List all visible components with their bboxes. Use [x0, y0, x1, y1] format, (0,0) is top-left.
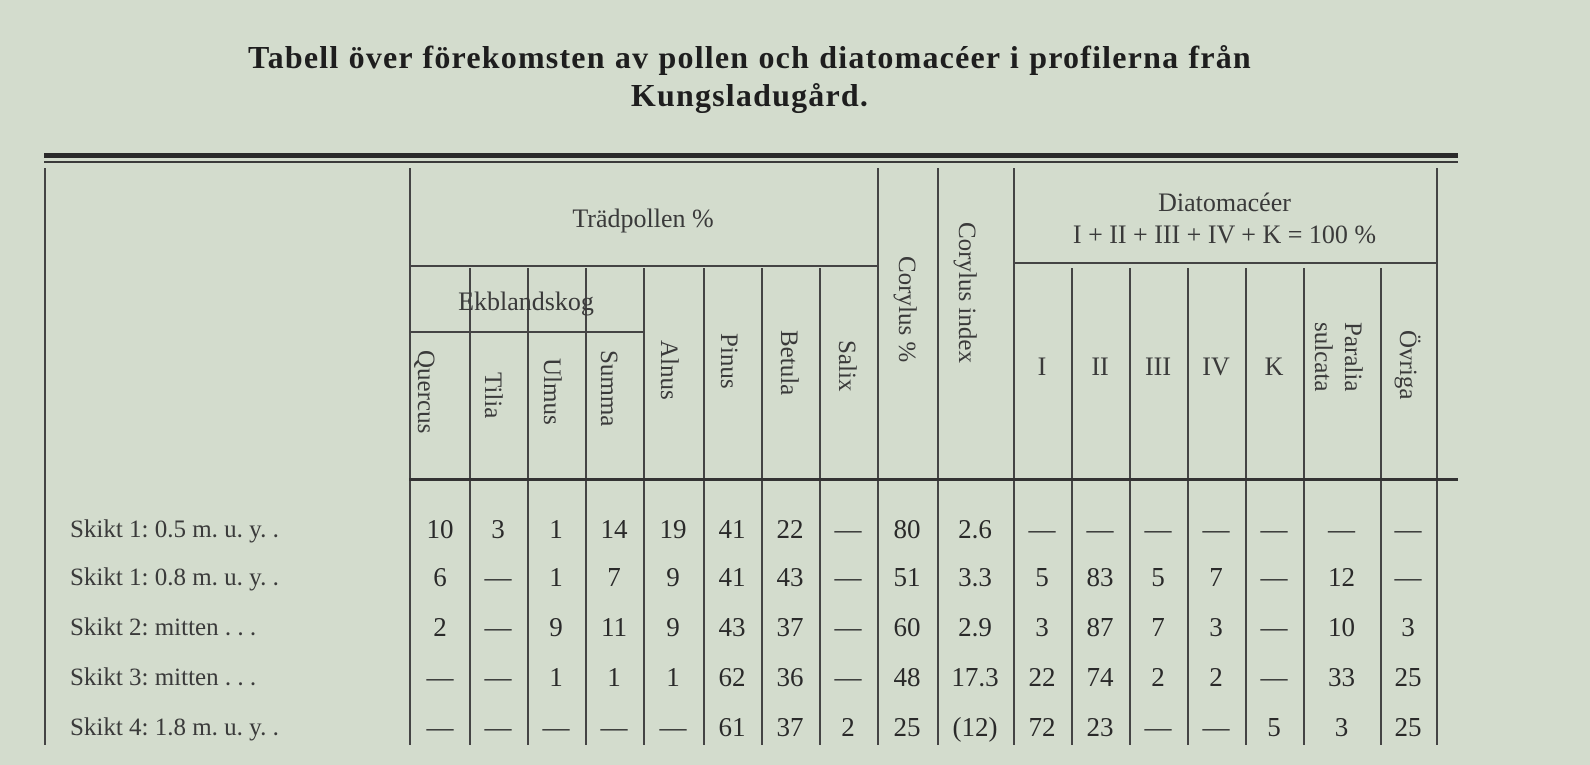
table-cell: 9: [549, 612, 563, 642]
table-cell: 19: [659, 514, 687, 544]
header-corylus-index: Corylus index: [953, 222, 980, 363]
table-cell: 22: [1028, 662, 1056, 692]
table-cell: 23: [1086, 712, 1114, 742]
table-cell: 62: [718, 662, 746, 692]
header-alnus: Alnus: [655, 340, 682, 400]
table-cell: —: [484, 612, 512, 642]
table-cell: 87: [1086, 612, 1114, 642]
table-cell: 7: [1151, 612, 1165, 642]
header-quercus: Quercus: [412, 350, 439, 434]
header-ovriga: Övriga: [1394, 330, 1421, 400]
table-cell: —: [1260, 612, 1288, 642]
table-cell: 74: [1086, 662, 1114, 692]
row-label: Skikt 1: 0.8 m. u. y. .: [70, 564, 279, 591]
table-cell: —: [484, 712, 512, 742]
table-cell: 43: [718, 612, 746, 642]
table-cell: 33: [1328, 662, 1355, 692]
table-cell: 25: [893, 712, 921, 742]
header-corylus-pct: Corylus %: [893, 256, 920, 363]
header-summa: Summa: [595, 350, 622, 427]
table-cell: 5: [1151, 562, 1165, 592]
table-cell: —: [1328, 514, 1355, 544]
table-cell: 5: [1267, 712, 1281, 742]
table-cell: —: [1144, 514, 1172, 544]
table-cell: —: [834, 612, 862, 642]
top-rule-thick: [44, 153, 1458, 158]
table-cell: 41: [718, 514, 746, 544]
table-cell: 41: [718, 562, 746, 592]
table-cell: 48: [893, 662, 921, 692]
table-cell: 51: [893, 562, 921, 592]
table-cell: 25: [1394, 712, 1422, 742]
table-cell: —: [1202, 712, 1230, 742]
table-cell: 2.9: [958, 612, 992, 642]
header-salix: Salix: [833, 340, 860, 392]
header-d-i: I: [1037, 352, 1047, 381]
row-label: Skikt 3: mitten . . .: [70, 664, 257, 691]
table-cell: 36: [776, 662, 804, 692]
table-cell: —: [484, 562, 512, 592]
table-cell: 10: [426, 514, 454, 544]
table-cell: 22: [776, 514, 804, 544]
table-cell: —: [600, 712, 628, 742]
table-cell: 14: [600, 514, 628, 544]
title-line-2: Kungsladugård.: [630, 77, 870, 113]
header-betula: Betula: [775, 330, 802, 396]
table-cell: 9: [666, 612, 680, 642]
table-cell: 7: [607, 562, 621, 592]
table-cell: 11: [601, 612, 627, 642]
table-cell: —: [1260, 662, 1288, 692]
table-cell: 83: [1086, 562, 1114, 592]
table-cell: 3: [491, 514, 505, 544]
table-cell: —: [834, 562, 862, 592]
table-cell: 1: [666, 662, 680, 692]
table-cell: 43: [776, 562, 804, 592]
header-pinus: Pinus: [715, 333, 742, 389]
table-cell: 2: [841, 712, 855, 742]
table-cell: 61: [718, 712, 746, 742]
header-d-iv: IV: [1202, 352, 1230, 381]
column-line-major: [937, 168, 939, 745]
column-line-major: [1436, 168, 1438, 745]
table-cell: 25: [1394, 662, 1422, 692]
header-ulmus: Ulmus: [538, 358, 565, 425]
table-cell: —: [484, 662, 512, 692]
column-line-major: [877, 168, 879, 745]
table-cell: 2: [433, 612, 447, 642]
table-cell: 72: [1028, 712, 1056, 742]
top-rule-thin: [44, 161, 1458, 163]
table-cell: —: [542, 712, 570, 742]
table-cell: —: [1260, 514, 1288, 544]
table-cell: —: [1086, 514, 1114, 544]
table-cell: 3: [1401, 612, 1415, 642]
table-cell: 7: [1209, 562, 1223, 592]
table-cell: 3: [1209, 612, 1223, 642]
table-cell: —: [659, 712, 687, 742]
table-cell: —: [1202, 514, 1230, 544]
row-label: Skikt 1: 0.5 m. u. y. .: [70, 516, 279, 543]
table-cell: —: [1144, 712, 1172, 742]
ekblandskog-header: Ekblandskog: [458, 287, 594, 316]
row-label: Skikt 4: 1.8 m. u. y. .: [70, 714, 279, 741]
ekblandskog-underline: [409, 331, 643, 333]
header-d-iii: III: [1145, 352, 1171, 381]
header-sulcata: sulcata: [1309, 322, 1336, 392]
table-cell: 37: [776, 712, 804, 742]
table-cell: —: [426, 712, 454, 742]
table-cell: 5: [1035, 562, 1049, 592]
table-cell: 3: [1334, 712, 1349, 742]
column-line-major: [1013, 168, 1015, 745]
table-cell: 2: [1151, 662, 1165, 692]
header-tilia: Tilia: [479, 372, 506, 419]
table-cell: 9: [666, 562, 680, 592]
header-bottom-rule: [409, 478, 1458, 481]
table-left-border: [44, 168, 46, 745]
table-title: [30, 38, 1470, 114]
diatom-formula: I + II + III + IV + K = 100 %: [1072, 220, 1377, 249]
tradpollen-underline: [409, 265, 877, 267]
table-cell: 10: [1328, 612, 1355, 642]
table-cell: 37: [776, 612, 804, 642]
table-cell: 1: [549, 662, 563, 692]
table-cell: 3: [1035, 612, 1049, 642]
table-cell: 1: [549, 514, 563, 544]
table-cell: —: [1394, 514, 1422, 544]
title-line-1: Tabell över förekomsten av pollen och diatomacéer i profilerna från: [248, 39, 1252, 75]
diatom-underline: [1013, 262, 1436, 264]
header-d-ii: II: [1091, 352, 1109, 381]
row-label: Skikt 2: mitten . . .: [70, 614, 257, 641]
diatomaceer-header: Diatomacéer: [1158, 188, 1291, 217]
table-cell: 1: [607, 662, 621, 692]
table-cell: 17.3: [951, 662, 999, 692]
header-d-k: K: [1264, 352, 1284, 381]
table-cell: —: [834, 514, 862, 544]
table-cell: 60: [893, 612, 921, 642]
table-cell: 1: [549, 562, 563, 592]
table-cell: —: [1260, 562, 1288, 592]
table-cell: (12): [952, 712, 998, 742]
table-cell: 3.3: [958, 562, 992, 592]
table-cell: —: [1394, 562, 1422, 592]
label-column-divider: [409, 168, 411, 745]
table-cell: —: [1028, 514, 1056, 544]
table-cell: 12: [1328, 562, 1355, 592]
table-cell: 2.6: [958, 514, 992, 544]
table-cell: 2: [1209, 662, 1223, 692]
tradpollen-header: Trädpollen %: [572, 204, 714, 233]
table-cell: 80: [893, 514, 921, 544]
table-cell: —: [834, 662, 862, 692]
table-cell: 6: [433, 562, 447, 592]
header-paralia: Paralia: [1339, 322, 1366, 392]
table-cell: —: [426, 662, 454, 692]
